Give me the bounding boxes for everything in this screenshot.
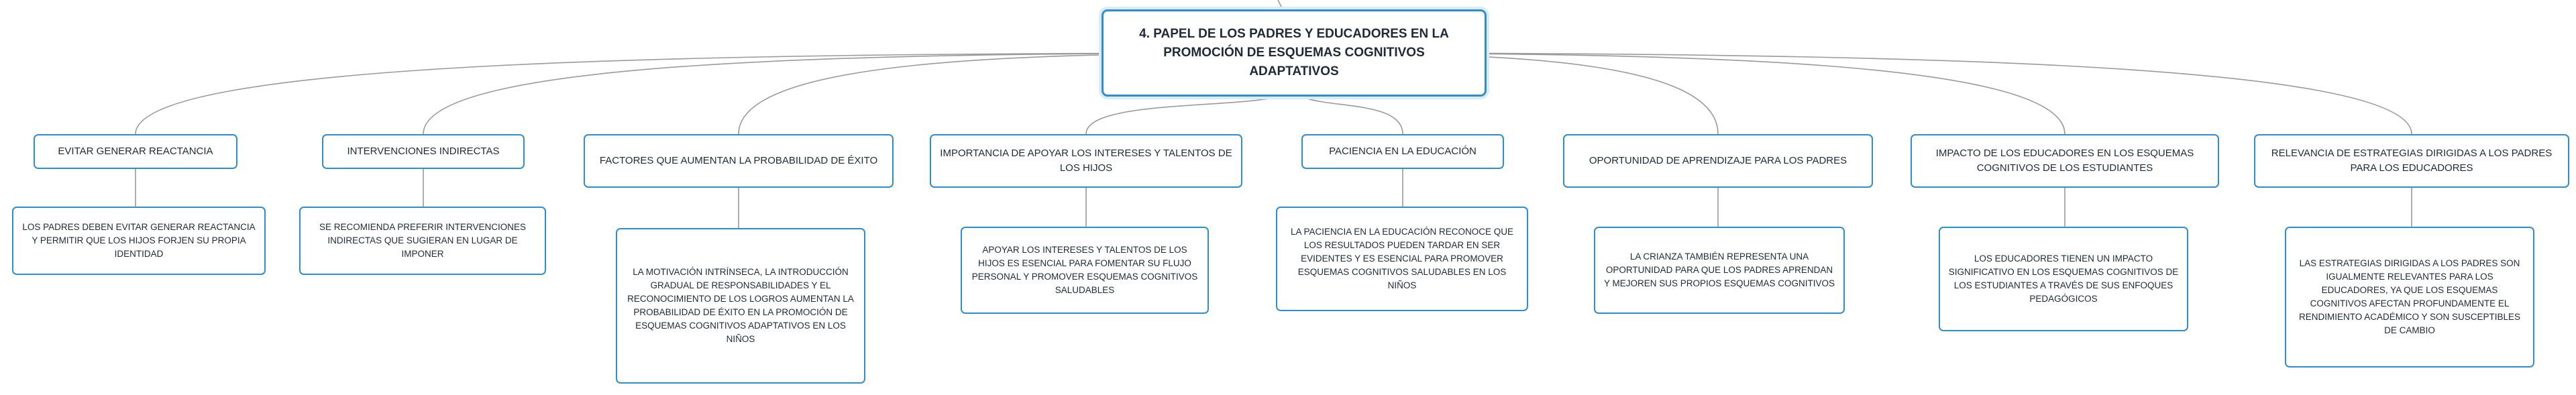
branch-label: IMPACTO DE LOS EDUCADORES EN LOS ESQUEMAS COGNITIVOS DE LOS ESTUDIANTES (1935, 148, 2194, 174)
detail-label: LAS ESTRATEGIAS DIRIGIDAS A LOS PADRES SON IGUALMENTE RELEVANTES PARA LOS EDUCADORES, YA QUE LOS ESQUEMAS COGNITIVOS AFECTAN PROFUNDAMENTE EL RENDIMIENTO ACADÉMICO Y SON SUSCEPTIBLES DE CAMBIO (2298, 258, 2521, 335)
branch-relevancia-estrategias[interactable] (2254, 134, 2569, 188)
detail-oportunidad-padres[interactable] (1594, 227, 1845, 314)
branch-label: FACTORES QUE AUMENTAN LA PROBABILIDAD DE ÉXITO (599, 155, 878, 166)
branch-paciencia-educacion[interactable] (1301, 134, 1504, 169)
branch-oportunidad-padres[interactable] (1563, 134, 1873, 188)
detail-paciencia-educacion[interactable] (1276, 207, 1528, 311)
central-topic[interactable] (1102, 9, 1487, 97)
detail-label: LOS EDUCADORES TIENEN UN IMPACTO SIGNIFICATIVO EN LOS ESQUEMAS COGNITIVOS DE LOS ESTUDIANTES A TRAVÉS DE SUS ENFOQUES PEDAGÓGICOS (1948, 253, 2179, 304)
detail-label: APOYAR LOS INTERESES Y TALENTOS DE LOS HIJOS ES ESENCIAL PARA FOMENTAR SU FLUJO PERSONAL Y PROMOVER ESQUEMAS COGNITIVOS SALUDABLES (971, 245, 1198, 295)
detail-label: LA CRIANZA TAMBIÉN REPRESENTA UNA OPORTUNIDAD PARA QUE LOS PADRES APRENDAN Y MEJOREN SUS PROPIOS ESQUEMAS COGNITIVOS (1603, 251, 1835, 288)
root-top-link (1278, 0, 1283, 9)
detail-factores-exito[interactable] (616, 228, 865, 384)
branch-label: OPORTUNIDAD DE APRENDIZAJE PARA LOS PADRES (1589, 155, 1847, 166)
detail-label: LA MOTIVACIÓN INTRÍNSECA, LA INTRODUCCIÓN GRADUAL DE RESPONSABILIDADES Y EL RECONOCIMIENTO DE LOS LOGROS AUMENTAN LA PROBABILIDAD DE ÉXITO EN LA PROMOCIÓN DE ESQUEMAS COGNITIVOS ADAPTATIVOS EN LOS NIÑOS (627, 267, 854, 344)
detail-label: LOS PADRES DEBEN EVITAR GENERAR REACTANCIA Y PERMITIR QUE LOS HIJOS FORJEN SU PROPIA IDENTIDAD (22, 222, 256, 259)
branch-evitar-reactancia[interactable] (34, 134, 237, 169)
detail-relevancia-estrategias[interactable] (2285, 227, 2534, 368)
branch-impacto-educadores[interactable] (1911, 134, 2219, 188)
branch-intervenciones-indirectas[interactable] (322, 134, 525, 169)
branch-apoyar-intereses[interactable] (930, 134, 1242, 188)
branch-label: EVITAR GENERAR REACTANCIA (58, 146, 213, 157)
detail-label: LA PACIENCIA EN LA EDUCACIÓN RECONOCE QUE LOS RESULTADOS PUEDEN TARDAR EN SER EVIDENTES Y ES ESENCIAL PARA PROMOVER ESQUEMAS COGNITIVOS SALUDABLES EN LOS NIÑOS (1290, 227, 1514, 290)
detail-label: SE RECOMIENDA PREFERIR INTERVENCIONES INDIRECTAS QUE SUGIERAN EN LUGAR DE IMPONER (319, 222, 527, 259)
branch-label: INTERVENCIONES INDIRECTAS (347, 146, 500, 157)
detail-apoyar-intereses[interactable] (961, 227, 1209, 314)
branch-label: RELEVANCIA DE ESTRATEGIAS DIRIGIDAS A LOS PADRES PARA LOS EDUCADORES (2271, 148, 2553, 174)
detail-intervenciones-indirectas[interactable] (299, 207, 546, 275)
branch-factores-exito[interactable] (584, 134, 894, 188)
detail-impacto-educadores[interactable] (1939, 227, 2188, 331)
branch-label: PACIENCIA EN LA EDUCACIÓN (1329, 146, 1477, 157)
detail-evitar-reactancia[interactable] (12, 207, 266, 275)
branch-label: IMPORTANCIA DE APOYAR LOS INTERESES Y TALENTOS DE LOS HIJOS (940, 148, 1232, 174)
central-topic-label: 4. PAPEL DE LOS PADRES Y EDUCADORES EN LA PROMOCIÓN DE ESQUEMAS COGNITIVOS ADAPTATIVOS (1139, 27, 1449, 78)
